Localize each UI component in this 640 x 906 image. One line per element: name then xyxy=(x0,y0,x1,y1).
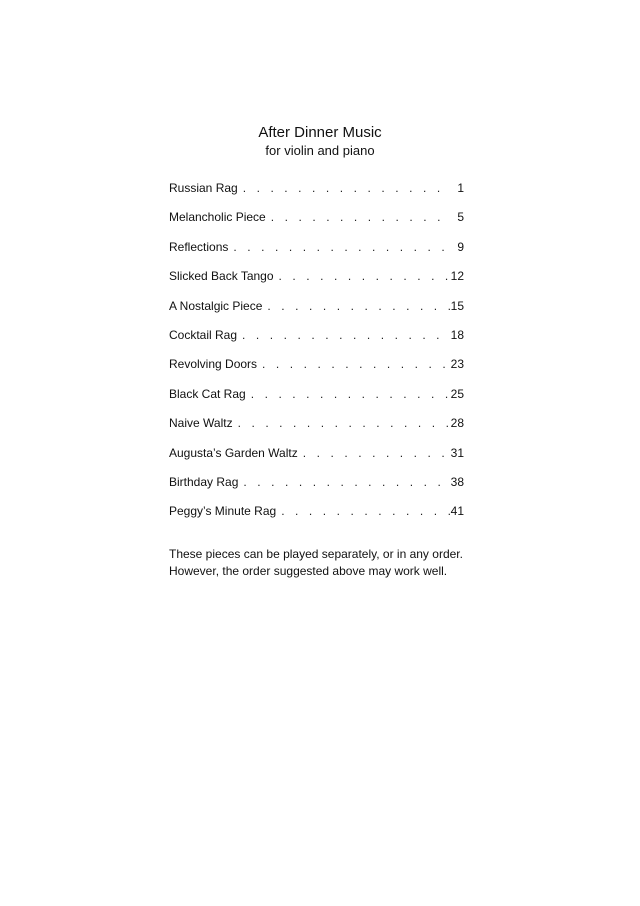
toc-item xyxy=(169,385,464,414)
toc-item-title: Black Cat Rag xyxy=(169,386,246,401)
toc-item xyxy=(169,444,464,473)
toc-item xyxy=(169,208,464,237)
toc-leader-dots xyxy=(274,267,450,285)
toc-item-title: A Nostalgic Piece xyxy=(169,298,263,313)
toc-item xyxy=(169,502,464,531)
toc-item-page: 31 xyxy=(450,445,464,460)
toc-item-title: Naive Waltz xyxy=(169,416,233,431)
toc-item-title: Reflections xyxy=(169,239,229,254)
table-of-contents xyxy=(169,179,464,532)
toc-item-page: 38 xyxy=(450,474,464,489)
toc-item xyxy=(169,238,464,267)
toc-item-title: Russian Rag xyxy=(169,181,238,195)
toc-leader-dots xyxy=(237,326,450,344)
toc-leader-dots xyxy=(233,414,450,432)
toc-item xyxy=(169,414,464,443)
note-line: However, the order suggested above may work well. xyxy=(169,564,448,578)
toc-item-page: 18 xyxy=(450,327,464,342)
toc-item-page: 15 xyxy=(450,298,464,313)
toc-item-page: 23 xyxy=(450,357,464,372)
toc-item-title: Slicked Back Tango xyxy=(169,269,274,284)
toc-item-title: Augusta’s Garden Waltz xyxy=(169,445,298,460)
note-line: These pieces can be played separately, or in any order. xyxy=(169,547,463,561)
toc-leader-dots xyxy=(246,385,450,403)
page-title: After Dinner Music xyxy=(258,124,382,141)
toc-item-title: Cocktail Rag xyxy=(169,327,238,342)
toc-item-page: 9 xyxy=(457,239,464,254)
toc-leader-dots xyxy=(228,238,450,256)
toc-item-title: Peggy’s Minute Rag xyxy=(169,504,277,519)
toc-item-page: 25 xyxy=(450,386,464,401)
toc-leader-dots xyxy=(298,444,450,462)
toc-leader-dots xyxy=(238,473,450,491)
toc-item-title: Revolving Doors xyxy=(169,357,258,372)
toc-leader-dots xyxy=(257,355,450,373)
toc-item-title: Melancholic Piece xyxy=(169,210,266,225)
toc-leader-dots xyxy=(276,502,450,520)
page-subtitle: for violin and piano xyxy=(265,143,375,158)
toc-item xyxy=(169,355,464,384)
toc-item xyxy=(169,179,464,208)
toc-item-page: 28 xyxy=(450,416,464,431)
toc-item xyxy=(169,326,464,355)
toc-leader-dots xyxy=(262,297,450,315)
toc-item xyxy=(169,473,464,502)
toc-item xyxy=(169,297,464,326)
toc-item xyxy=(169,267,464,296)
toc-item-page: 5 xyxy=(457,210,464,225)
toc-leader-dots xyxy=(238,179,450,197)
performance-note xyxy=(169,546,489,580)
toc-leader-dots xyxy=(266,208,450,226)
toc-item-page: 41 xyxy=(450,504,464,519)
toc-item-page: 1 xyxy=(457,181,464,195)
toc-item-page: 12 xyxy=(450,269,464,284)
toc-item-title: Birthday Rag xyxy=(169,474,239,489)
